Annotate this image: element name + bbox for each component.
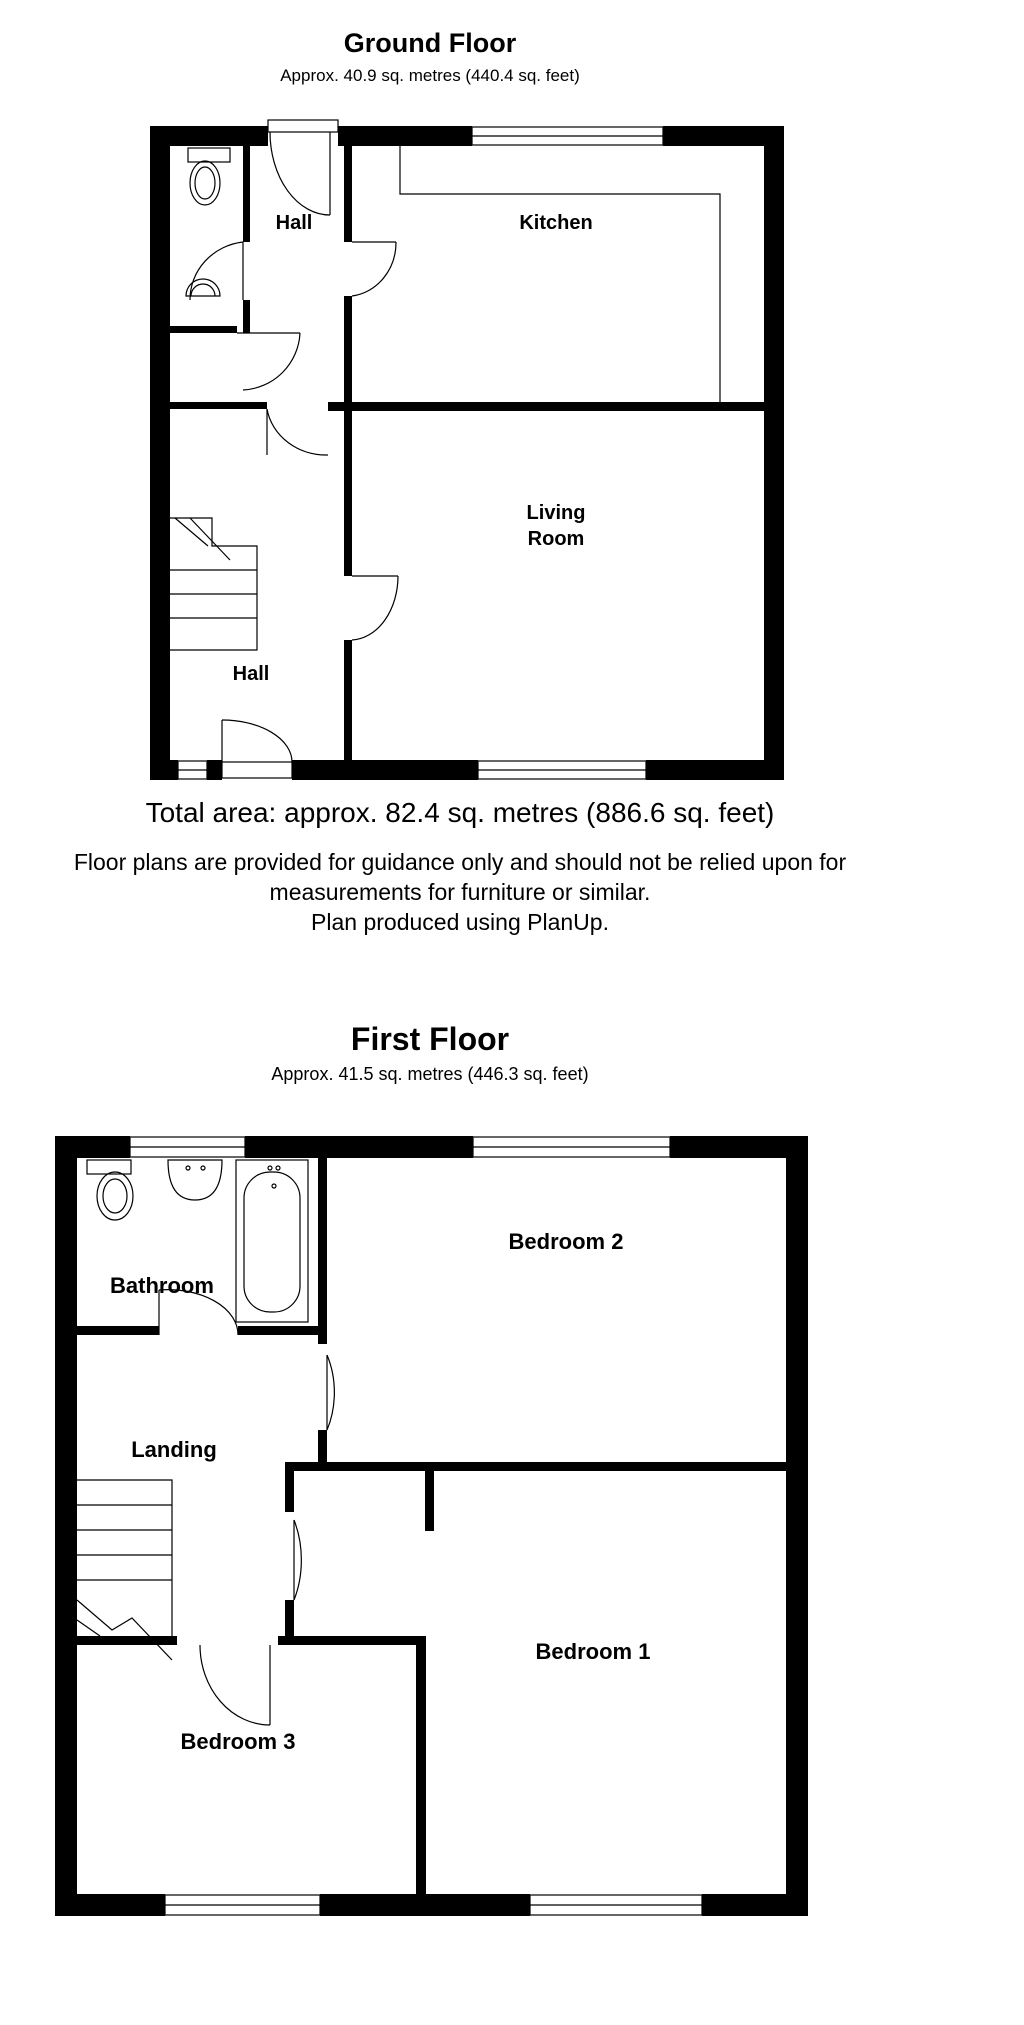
room-label-landing: Landing <box>131 1437 217 1462</box>
room-label-bedroom-2: Bedroom 2 <box>508 1229 624 1254</box>
disclaimer-line-2: measurements for furniture or similar. <box>269 879 651 905</box>
room-label-bedroom-1: Bedroom 1 <box>535 1639 651 1664</box>
room-label-kitchen: Kitchen <box>519 212 593 234</box>
ground-stairs <box>170 518 257 650</box>
first-basin-icon <box>168 1160 222 1200</box>
ground-floor-area: Approx. 40.9 sq. metres (440.4 sq. feet) <box>280 66 580 85</box>
first-toilet-icon <box>87 1160 133 1220</box>
first-floor-area: Approx. 41.5 sq. metres (446.3 sq. feet) <box>271 1064 589 1084</box>
ground-toilet-icon <box>188 148 230 205</box>
total-area: Total area: approx. 82.4 sq. metres (886.6 sq. feet) <box>145 797 775 828</box>
first-floor-title: First Floor <box>350 1021 510 1057</box>
room-label-bedroom-3: Bedroom 3 <box>180 1729 296 1754</box>
room-label-hall-upper: Hall <box>275 212 313 234</box>
disclaimer-line-3: Plan produced using PlanUp. <box>311 909 609 935</box>
ground-floor-title: Ground Floor <box>343 28 517 58</box>
first-floor-plan <box>55 1136 808 1916</box>
first-stairs <box>77 1480 172 1660</box>
ground-doors <box>190 132 720 778</box>
room-label-living-line1: Living <box>526 502 586 524</box>
first-doors <box>159 1290 334 1725</box>
room-label-living-line2: Room <box>527 528 585 550</box>
disclaimer-line-1: Floor plans are provided for guidance only and should not be relied upon for <box>73 849 847 875</box>
bath-icon <box>236 1160 308 1322</box>
room-label-hall-lower: Hall <box>232 663 270 685</box>
room-label-bathroom: Bathroom <box>110 1273 214 1298</box>
